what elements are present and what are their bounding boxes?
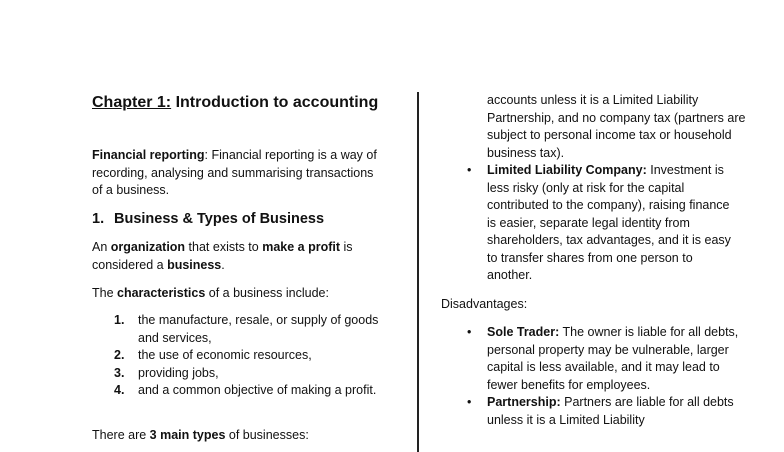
financial-reporting-text: : Financial reporting is a way of recording, analysing and summarising transactions of a business. [92,148,377,197]
characteristics-list [114,312,384,400]
item-term: Sole Trader: [487,325,560,339]
item-term: Partnership: [487,395,561,409]
bullet-icon: • [467,163,472,177]
bullet-icon: • [467,325,472,339]
list-text: providing jobs, [138,365,219,380]
list-item [114,312,384,347]
text: The [92,286,118,300]
list-number: 3. [114,365,125,380]
item-text: Investment is less risky (only at risk for the capital contributed to the company), raising finance is easier, separate legal identity from shareholders, tax advantages, and it is easy to transfer shares from one person to another. [487,163,731,282]
list-item [441,162,741,285]
main-types-term: 3 main types [149,428,226,442]
text: . [221,257,225,272]
financial-reporting-term: Financial reporting [92,148,205,162]
text: An [92,240,111,254]
list-item [114,382,384,400]
chapter-label: Chapter 1: [92,94,172,111]
characteristics-term: characteristics [117,286,206,300]
item-text: The owner is liable for all debts, personal property may be vulnerable, larger capital is less available, and it may lead to fewer benefits for employees. [487,325,739,392]
text: There are [92,428,150,442]
text: of a business include: [205,286,329,300]
chapter-title: Introduction to accounting [175,94,379,111]
item-text: Partners are liable for all debts unless it is a Limited Liability [487,395,734,427]
continued-text: accounts unless it is a Limited Liability Partnership, and no company tax (partners are subject to personal income tax or household business tax). [487,93,746,160]
list-text: the use of economic resources, [138,348,312,362]
list-number: 4. [114,383,125,397]
column-divider [417,92,419,452]
business-term: business [167,257,222,272]
advantages-list [441,162,731,285]
list-number: 1. [114,313,125,327]
text: is considered a [92,240,353,272]
chapter-heading [92,92,392,114]
item-term: Limited Liability Company: [487,163,647,177]
section-title: Business & Types of Business [114,211,325,227]
list-item [114,347,384,365]
disadvantages-label: Disadvantages: [441,297,528,311]
list-text: the manufacture, resale, or supply of goods and services, [138,313,379,345]
business-definition-paragraph [92,239,392,274]
list-number: 2. [114,348,125,362]
characteristics-paragraph [92,285,392,303]
section-heading [92,209,324,229]
section-number: 1. [92,211,105,227]
profit-term: make a profit [262,240,341,254]
financial-reporting-paragraph [92,147,382,200]
list-item [441,324,741,394]
bullet-icon: • [467,395,472,409]
text: of businesses: [225,428,309,442]
list-item [114,365,384,383]
organization-term: organization [110,240,186,254]
list-text: and a common objective of making a profit. [138,383,377,397]
disadvantages-list [441,324,739,429]
list-item [441,394,741,429]
text: that exists to [185,240,263,254]
business-types-paragraph [92,427,392,445]
